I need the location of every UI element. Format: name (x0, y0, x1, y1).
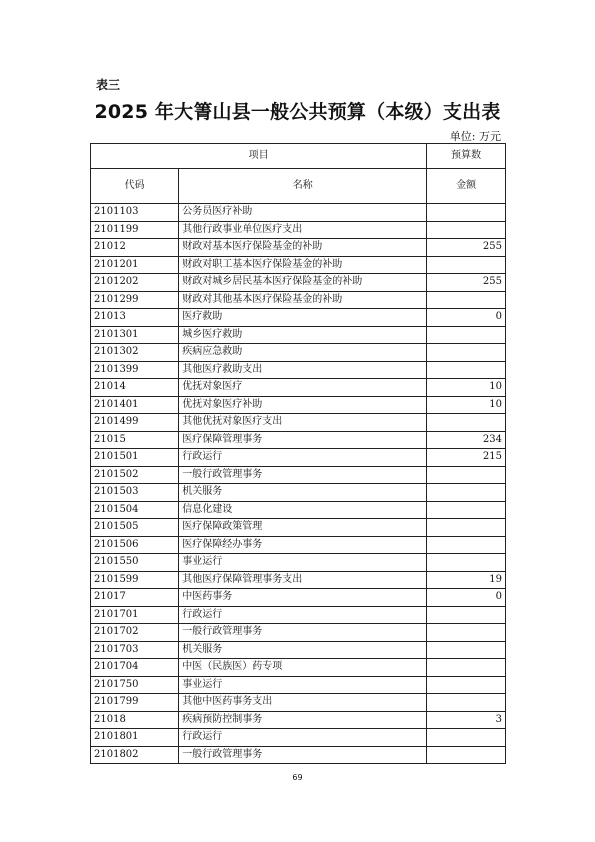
row-amount: 3 (427, 711, 506, 729)
row-amount (427, 676, 506, 694)
row-name: 信息化建设 (179, 501, 427, 519)
row-amount (427, 361, 506, 379)
table-row (91, 326, 506, 344)
row-code: 2101802 (91, 746, 179, 764)
row-code: 21018 (91, 711, 179, 729)
row-code: 2101199 (91, 221, 179, 239)
row-amount: 215 (427, 449, 506, 467)
table-row (91, 274, 506, 292)
table-row (91, 519, 506, 537)
row-name: 医疗保障经办事务 (179, 536, 427, 554)
header-name: 名称 (179, 169, 427, 204)
table-row (91, 571, 506, 589)
table-row (91, 606, 506, 624)
row-name: 一般行政管理事务 (179, 746, 427, 764)
table-row (91, 204, 506, 222)
row-name: 一般行政管理事务 (179, 624, 427, 642)
row-code: 2101202 (91, 274, 179, 292)
row-amount: 234 (427, 431, 506, 449)
row-name: 疾病预防控制事务 (179, 711, 427, 729)
row-amount (427, 746, 506, 764)
row-amount (427, 536, 506, 554)
row-amount: 19 (427, 571, 506, 589)
row-name: 事业运行 (179, 676, 427, 694)
table-row (91, 239, 506, 257)
row-name: 财政对职工基本医疗保险基金的补助 (179, 256, 427, 274)
header-project: 项目 (91, 144, 427, 169)
row-amount: 0 (427, 589, 506, 607)
row-name: 其他医疗救助支出 (179, 361, 427, 379)
row-code: 2101501 (91, 449, 179, 467)
row-name: 一般行政管理事务 (179, 466, 427, 484)
row-amount (427, 624, 506, 642)
unit-label: 单位: 万元 (449, 130, 501, 143)
row-amount (427, 659, 506, 677)
row-amount (427, 291, 506, 309)
row-code: 21012 (91, 239, 179, 257)
row-code: 2101499 (91, 414, 179, 432)
document-title: 2025 年大箐山县一般公共预算（本级）支出表 (94, 101, 501, 123)
row-name: 医疗保障管理事务 (179, 431, 427, 449)
row-name: 财政对其他基本医疗保险基金的补助 (179, 291, 427, 309)
row-code: 21015 (91, 431, 179, 449)
table-row (91, 711, 506, 729)
row-code: 2101504 (91, 501, 179, 519)
row-name: 城乡医疗救助 (179, 326, 427, 344)
row-code: 2101503 (91, 484, 179, 502)
table-row (91, 361, 506, 379)
table-row (91, 589, 506, 607)
row-code: 2101502 (91, 466, 179, 484)
row-amount (427, 221, 506, 239)
table-row (91, 414, 506, 432)
row-name: 行政运行 (179, 729, 427, 747)
row-amount: 255 (427, 239, 506, 257)
row-code: 21014 (91, 379, 179, 397)
row-code: 2101399 (91, 361, 179, 379)
row-name: 事业运行 (179, 554, 427, 572)
table-row (91, 466, 506, 484)
row-name: 财政对基本医疗保险基金的补助 (179, 239, 427, 257)
row-name: 其他优抚对象医疗支出 (179, 414, 427, 432)
table-label: 表三 (96, 78, 121, 92)
row-amount: 10 (427, 379, 506, 397)
row-name: 其他医疗保障管理事务支出 (179, 571, 427, 589)
row-name: 行政运行 (179, 449, 427, 467)
row-code: 2101301 (91, 326, 179, 344)
row-code: 2101302 (91, 344, 179, 362)
row-code: 2101801 (91, 729, 179, 747)
row-name: 中医药事务 (179, 589, 427, 607)
row-code: 2101701 (91, 606, 179, 624)
row-code: 2101201 (91, 256, 179, 274)
table-row (91, 344, 506, 362)
row-code: 2101103 (91, 204, 179, 222)
row-amount: 0 (427, 309, 506, 327)
row-code: 2101799 (91, 694, 179, 712)
row-name: 其他中医药事务支出 (179, 694, 427, 712)
row-amount (427, 466, 506, 484)
header-row-2 (91, 169, 506, 204)
row-code: 2101299 (91, 291, 179, 309)
row-code: 2101506 (91, 536, 179, 554)
row-amount (427, 606, 506, 624)
row-code: 2101550 (91, 554, 179, 572)
header-amount: 金额 (427, 169, 506, 204)
row-name: 机关服务 (179, 484, 427, 502)
row-amount (427, 414, 506, 432)
row-code: 2101505 (91, 519, 179, 537)
table-row (91, 431, 506, 449)
row-name: 优抚对象医疗 (179, 379, 427, 397)
row-name: 机关服务 (179, 641, 427, 659)
row-amount (427, 204, 506, 222)
table-row (91, 676, 506, 694)
row-name: 中医（民族医）药专项 (179, 659, 427, 677)
row-amount (427, 501, 506, 519)
row-name: 其他行政事业单位医疗支出 (179, 221, 427, 239)
table-row (91, 729, 506, 747)
row-code: 2101703 (91, 641, 179, 659)
table-row (91, 309, 506, 327)
row-amount (427, 326, 506, 344)
row-name: 财政对城乡居民基本医疗保险基金的补助 (179, 274, 427, 292)
table-row (91, 746, 506, 764)
table-row (91, 449, 506, 467)
header-budget: 预算数 (427, 144, 506, 169)
row-code: 21017 (91, 589, 179, 607)
table-row (91, 484, 506, 502)
row-amount (427, 344, 506, 362)
row-amount: 10 (427, 396, 506, 414)
table-row (91, 379, 506, 397)
table-row (91, 221, 506, 239)
row-amount: 255 (427, 274, 506, 292)
table-row (91, 396, 506, 414)
table-body (91, 204, 506, 764)
page-number: 69 (292, 773, 303, 782)
table-row (91, 291, 506, 309)
row-name: 公务员医疗补助 (179, 204, 427, 222)
row-code: 2101704 (91, 659, 179, 677)
row-amount (427, 641, 506, 659)
row-name: 行政运行 (179, 606, 427, 624)
budget-table (90, 143, 506, 764)
row-amount (427, 484, 506, 502)
row-code: 2101750 (91, 676, 179, 694)
header-code: 代码 (91, 169, 179, 204)
header-row-1 (91, 144, 506, 169)
row-amount (427, 519, 506, 537)
row-name: 优抚对象医疗补助 (179, 396, 427, 414)
table-row (91, 694, 506, 712)
row-amount (427, 694, 506, 712)
table-row (91, 554, 506, 572)
table-row (91, 256, 506, 274)
row-code: 2101599 (91, 571, 179, 589)
row-code: 2101401 (91, 396, 179, 414)
row-amount (427, 554, 506, 572)
table-row (91, 536, 506, 554)
row-name: 医疗救助 (179, 309, 427, 327)
table-row (91, 624, 506, 642)
table-row (91, 641, 506, 659)
row-code: 2101702 (91, 624, 179, 642)
row-amount (427, 256, 506, 274)
row-name: 疾病应急救助 (179, 344, 427, 362)
table-row (91, 659, 506, 677)
row-amount (427, 729, 506, 747)
row-name: 医疗保障政策管理 (179, 519, 427, 537)
row-code: 21013 (91, 309, 179, 327)
table-row (91, 501, 506, 519)
